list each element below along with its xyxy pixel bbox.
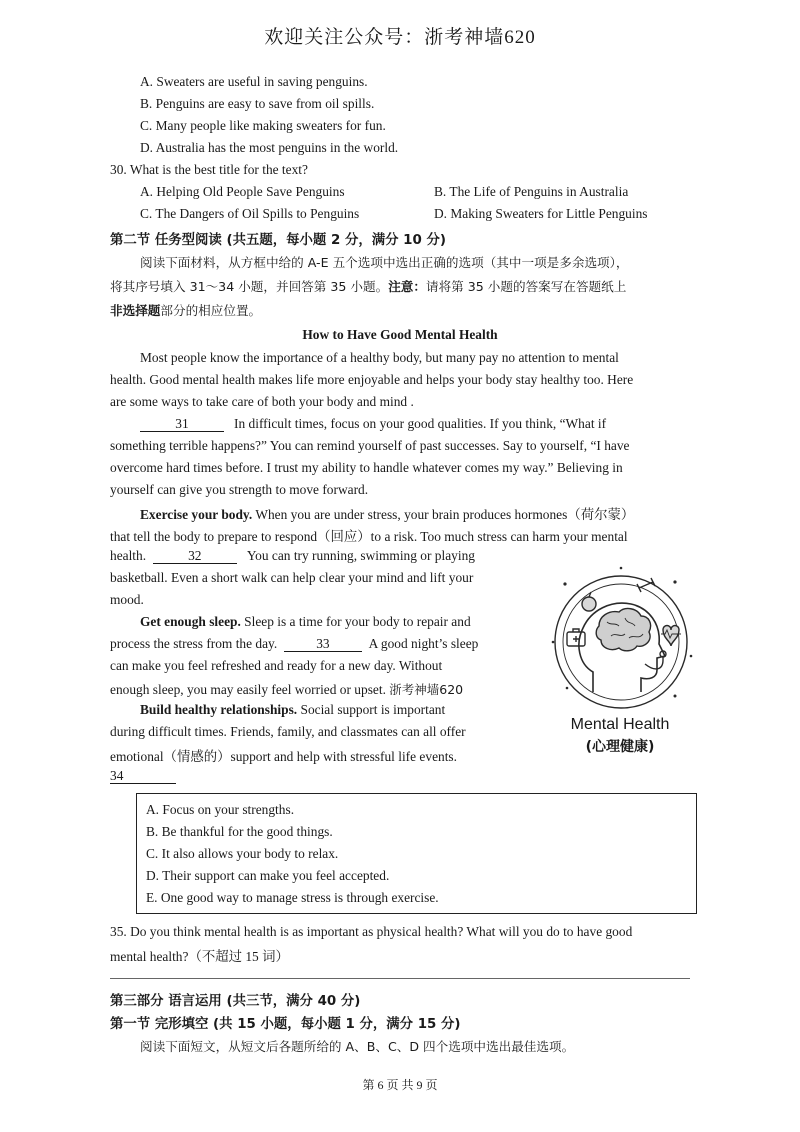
options-box [136,793,697,914]
blank-32: 32 [153,549,237,564]
paragraph-line: during difficult times. Friends, family, and classmates can all offer [110,724,466,739]
paragraph-line [110,768,176,784]
box-option-b: B. Be thankful for the good things. [146,824,333,839]
box-option-c: C. It also allows your body to relax. [146,846,339,861]
blank-34: 34 [110,769,176,784]
box-option-e: E. One good way to manage stress is through exercise. [146,890,439,905]
paragraph-lead: Build healthy relationships. [140,702,298,717]
paragraph-lead: Exercise your body. [140,507,253,522]
page-footer: 第 6 页 共 9 页 [362,1078,438,1092]
q35-line1: 35. Do you think mental health is as important as physical health? What will you do to have good [110,924,633,939]
paragraph-text: You can try running, swimming or playing [246,548,475,563]
paragraph-line [140,614,471,630]
answer-line [110,978,690,979]
passage-title: How to Have Good Mental Health [302,327,498,342]
paragraph-text: When you are under stress, your brain produces hormones（荷尔蒙） [255,507,635,522]
paragraph-line [140,702,445,718]
paragraph-text: health. [110,548,147,563]
paragraph-line: overcome hard times before. I trust my ability to handle whatever comes my way.” Believing in [110,460,623,475]
q35-line2: mental health?（不超过 15 词） [110,949,289,964]
page-header-banner: 欢迎关注公众号：浙考神墙620 [264,27,536,48]
paragraph-line: mood. [110,592,144,607]
paragraph-lead: Get enough sleep. [140,614,241,629]
part3-heading: 第三部分 语言运用 (共三节，满分 40 分) [110,994,361,1009]
part3-subheading: 第一节 完形填空 (共 15 小题，每小题 1 分，满分 15 分) [110,1017,461,1032]
watermark-text: 浙考神墙620 [389,682,464,697]
paragraph-text: A good night’s sleep [368,636,479,651]
instruction-text: 请将第 35 小题的答案写在答题纸上 [425,279,627,294]
paragraph-line: basketball. Even a short walk can help clear your mind and lift your [110,570,474,585]
paragraph-text: In difficult times, focus on your good qualities. If you think, “What if [234,416,607,431]
paragraph-line: Most people know the importance of a healthy body, but many pay no attention to mental [140,350,619,365]
q29-option-c: C. Many people like making sweaters for fun. [140,118,386,133]
q30-option-a: A. Helping Old People Save Penguins [140,184,345,199]
paragraph-line [140,416,606,432]
illustration-caption-zh: (心理健康) [585,739,655,755]
section2-instruction-line2 [110,276,626,295]
instruction-text: 部分的相应位置。 [160,303,262,318]
blank-31: 31 [140,417,224,432]
paragraph-line: yourself can give you strength to move forward. [110,482,369,497]
paragraph-line: are some ways to take care of both your body and mind . [110,394,414,409]
part3-instruction: 阅读下面短文，从短文后各题所给的 A、B、C、D 四个选项中选出最佳选项。 [140,1039,575,1054]
q30-stem: 30. What is the best title for the text? [110,162,308,177]
q29-option-b: B. Penguins are easy to save from oil spills. [140,96,375,111]
paragraph-line [140,504,634,523]
paragraph-line [110,680,463,698]
q29-option-d: D. Australia has the most penguins in the world. [140,140,399,155]
paragraph-line: can make you feel refreshed and ready for a new day. Without [110,658,443,673]
paragraph-line: emotional（情感的）support and help with stressful life events. [110,749,457,764]
emphasis-text: 非选择题 [110,303,161,318]
paragraph-text: process the stress from the day. [110,636,278,651]
paragraph-text: enough sleep, you may easily feel worried or upset. [110,682,386,697]
blank-33: 33 [284,637,362,652]
box-option-d: D. Their support can make you feel accepted. [146,868,390,883]
note-label: 注意： [388,279,426,294]
paragraph-line [110,548,475,564]
paragraph-line: something terrible happens?” You can remind yourself of past successes. Say to yourself, “I have [110,438,630,453]
q29-option-a: A. Sweaters are useful in saving penguins. [140,74,368,89]
q30-option-b: B. The Life of Penguins in Australia [434,184,629,199]
section2-instruction-line3 [110,300,261,319]
paragraph-line [110,636,478,652]
paragraph-line: health. Good mental health makes life more enjoyable and helps your body stay healthy too. Here [110,372,634,387]
box-option-a: A. Focus on your strengths. [146,802,295,817]
paragraph-text: Social support is important [300,702,446,717]
q30-option-c: C. The Dangers of Oil Spills to Penguins [140,206,360,221]
paragraph-line: that tell the body to prepare to respond（回应）to a risk. Too much stress can harm your mental [110,529,628,544]
section2-heading: 第二节 任务型阅读 (共五题，每小题 2 分，满分 10 分) [110,233,446,248]
q30-option-d: D. Making Sweaters for Little Penguins [434,206,648,221]
section2-instruction-line1: 阅读下面材料，从方框中给的 A-E 五个选项中选出正确的选项（其中一项是多余选项）， [140,255,629,270]
instruction-text: 将其序号填入 31～34 小题，并回答第 35 小题。 [110,279,389,294]
paragraph-text: Sleep is a time for your body to repair and [244,614,471,629]
illustration-caption-en: Mental Health [570,716,670,733]
